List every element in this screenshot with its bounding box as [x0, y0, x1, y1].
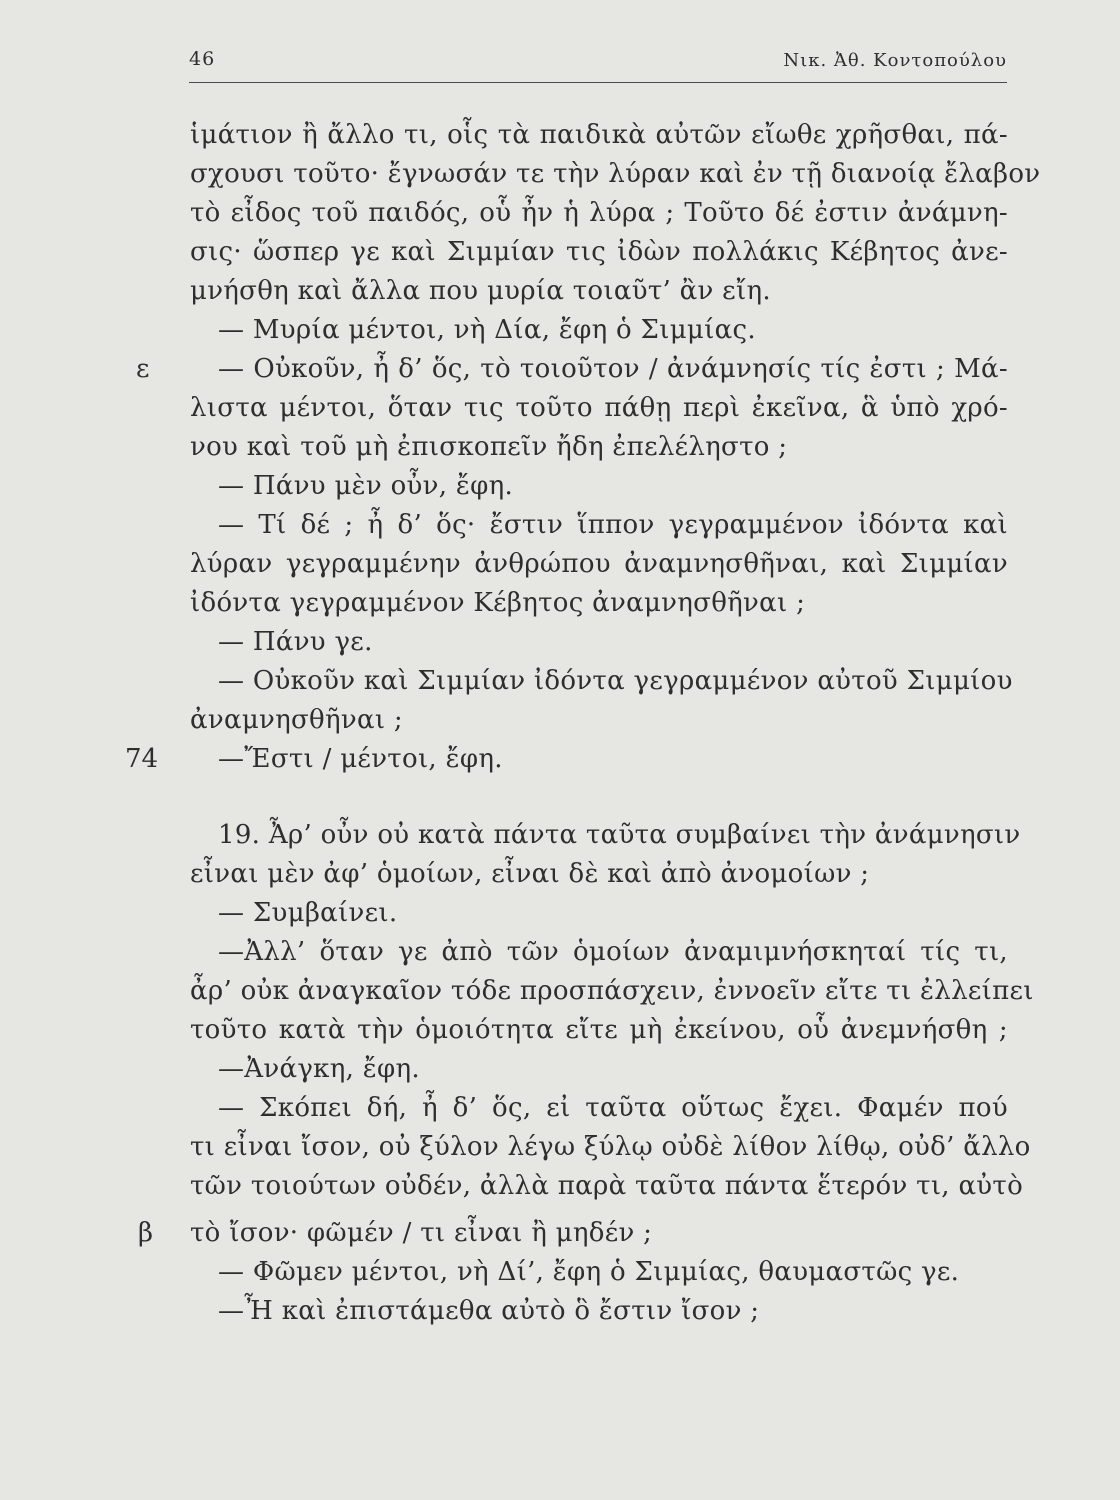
text-line: νου καὶ τοῦ μὴ ἐπισκοπεῖν ἤδη ἐπελέληστο ; — [190, 432, 788, 462]
text-line: τοῦτο κατὰ τὴν ὁμοιότητα εἴτε μὴ ἐκείνου, οὗ ἀνεμνήσθη ; — [190, 1015, 1008, 1045]
text-line: τὸ εἶδος τοῦ παιδός, οὗ ἦν ἡ λύρα ; Τοῦτο δέ ἐστιν ἀνάμνη- — [190, 198, 1008, 228]
text-line: εἶναι μὲν ἀφ’ ὁμοίων, εἶναι δὲ καὶ ἀπὸ ἀνομοίων ; — [190, 859, 870, 889]
stephanus-page-74: 74 — [125, 744, 159, 774]
text-line: ἰδόντα γεγραμμένον Κέβητος ἀναμνησθῆναι ; — [190, 588, 806, 618]
text-line: τῶν τοιούτων οὐδέν, ἀλλὰ παρὰ ταῦτα πάντα ἕτερόν τι, αὐτὸ — [190, 1171, 1024, 1201]
text-line: λύραν γεγραμμένην ἀνθρώπου ἀναμνησθῆναι, καὶ Σιμμίαν — [190, 549, 1008, 579]
text-line: — Οὐκοῦν, ἦ δ’ ὅς, τὸ τοιοῦτον / ἀνάμνησίς τίς ἐστι ; Μά- — [218, 354, 1008, 384]
text-line: ἆρ’ οὐκ ἀναγκαῖον τόδε προσπάσχειν, ἐννοεῖν εἴτε τι ἐλλείπει — [190, 976, 1034, 1006]
text-line: ἀναμνησθῆναι ; — [190, 705, 403, 735]
text-line: — Συμβαίνει. — [218, 898, 398, 928]
text-line: — Μυρία μέντοι, νὴ Δία, ἔφη ὁ Σιμμίας. — [218, 315, 756, 345]
page-header — [189, 44, 1007, 84]
margin-note-b: β — [138, 1218, 154, 1248]
text-line: 19. Ἆρ’ οὖν οὐ κατὰ πάντα ταῦτα συμβαίνει τὴν ἀνάμνησιν — [218, 820, 1021, 850]
text-line: —Ἀλλ’ ὅταν γε ἀπὸ τῶν ὁμοίων ἀναμιμνήσκηταί τίς τι, — [218, 937, 1008, 967]
text-line: — Φῶμεν μέντοι, νὴ Δί’, ἔφη ὁ Σιμμίας, θαυμαστῶς γε. — [218, 1257, 960, 1287]
running-head: Νικ. Ἀθ. Κοντοπούλου — [783, 50, 1007, 71]
text-line: —Ἔστι / μέντοι, ἔφη. — [218, 744, 503, 774]
text-line: λιστα μέντοι, ὅταν τις τοῦτο πάθῃ περὶ ἐκεῖνα, ἃ ὑπὸ χρό- — [190, 393, 1008, 423]
text-line: — Πάνυ μὲν οὖν, ἔφη. — [218, 471, 514, 501]
text-line: — Σκόπει δή, ἦ δ’ ὅς, εἰ ταῦτα οὕτως ἔχει. Φαμέν πού — [218, 1093, 1008, 1123]
text-line: —Ἀνάγκη, ἔφη. — [218, 1054, 420, 1084]
text-line: τὸ ἴσον· φῶμέν / τι εἶναι ἢ μηδέν ; — [190, 1218, 653, 1248]
text-line: σις· ὥσπερ γε καὶ Σιμμίαν τις ἰδὼν πολλάκις Κέβητος ἀνε- — [190, 237, 1008, 267]
text-line: — Πάνυ γε. — [218, 627, 373, 657]
text-line: σχουσι τοῦτο· ἔγνωσάν τε τὴν λύραν καὶ ἐν τῇ διανοίᾳ ἔλαβον — [190, 159, 1041, 189]
text-line: — Τί δέ ; ἦ δ’ ὅς· ἔστιν ἵππον γεγραμμένον ἰδόντα καὶ — [218, 510, 1008, 540]
header-rule — [189, 82, 1007, 83]
text-line: τι εἶναι ἴσον, οὐ ξύλον λέγω ξύλῳ οὐδὲ λίθον λίθῳ, οὐδ’ ἄλλο — [190, 1132, 1031, 1162]
text-line: — Οὐκοῦν καὶ Σιμμίαν ἰδόντα γεγραμμένον αὐτοῦ Σιμμίου — [218, 666, 1013, 696]
text-line: ἱμάτιον ἢ ἄλλο τι, οἷς τὰ παιδικὰ αὐτῶν εἴωθε χρῆσθαι, πά- — [190, 120, 1008, 150]
page-number: 46 — [189, 48, 216, 70]
margin-note-e: ε — [136, 354, 150, 384]
text-line: μνήσθη καὶ ἄλλα που μυρία τοιαῦτ’ ἂν εἴη. — [190, 276, 771, 306]
text-line: —Ἦ καὶ ἐπιστάμεθα αὐτὸ ὃ ἔστιν ἴσον ; — [218, 1296, 760, 1326]
